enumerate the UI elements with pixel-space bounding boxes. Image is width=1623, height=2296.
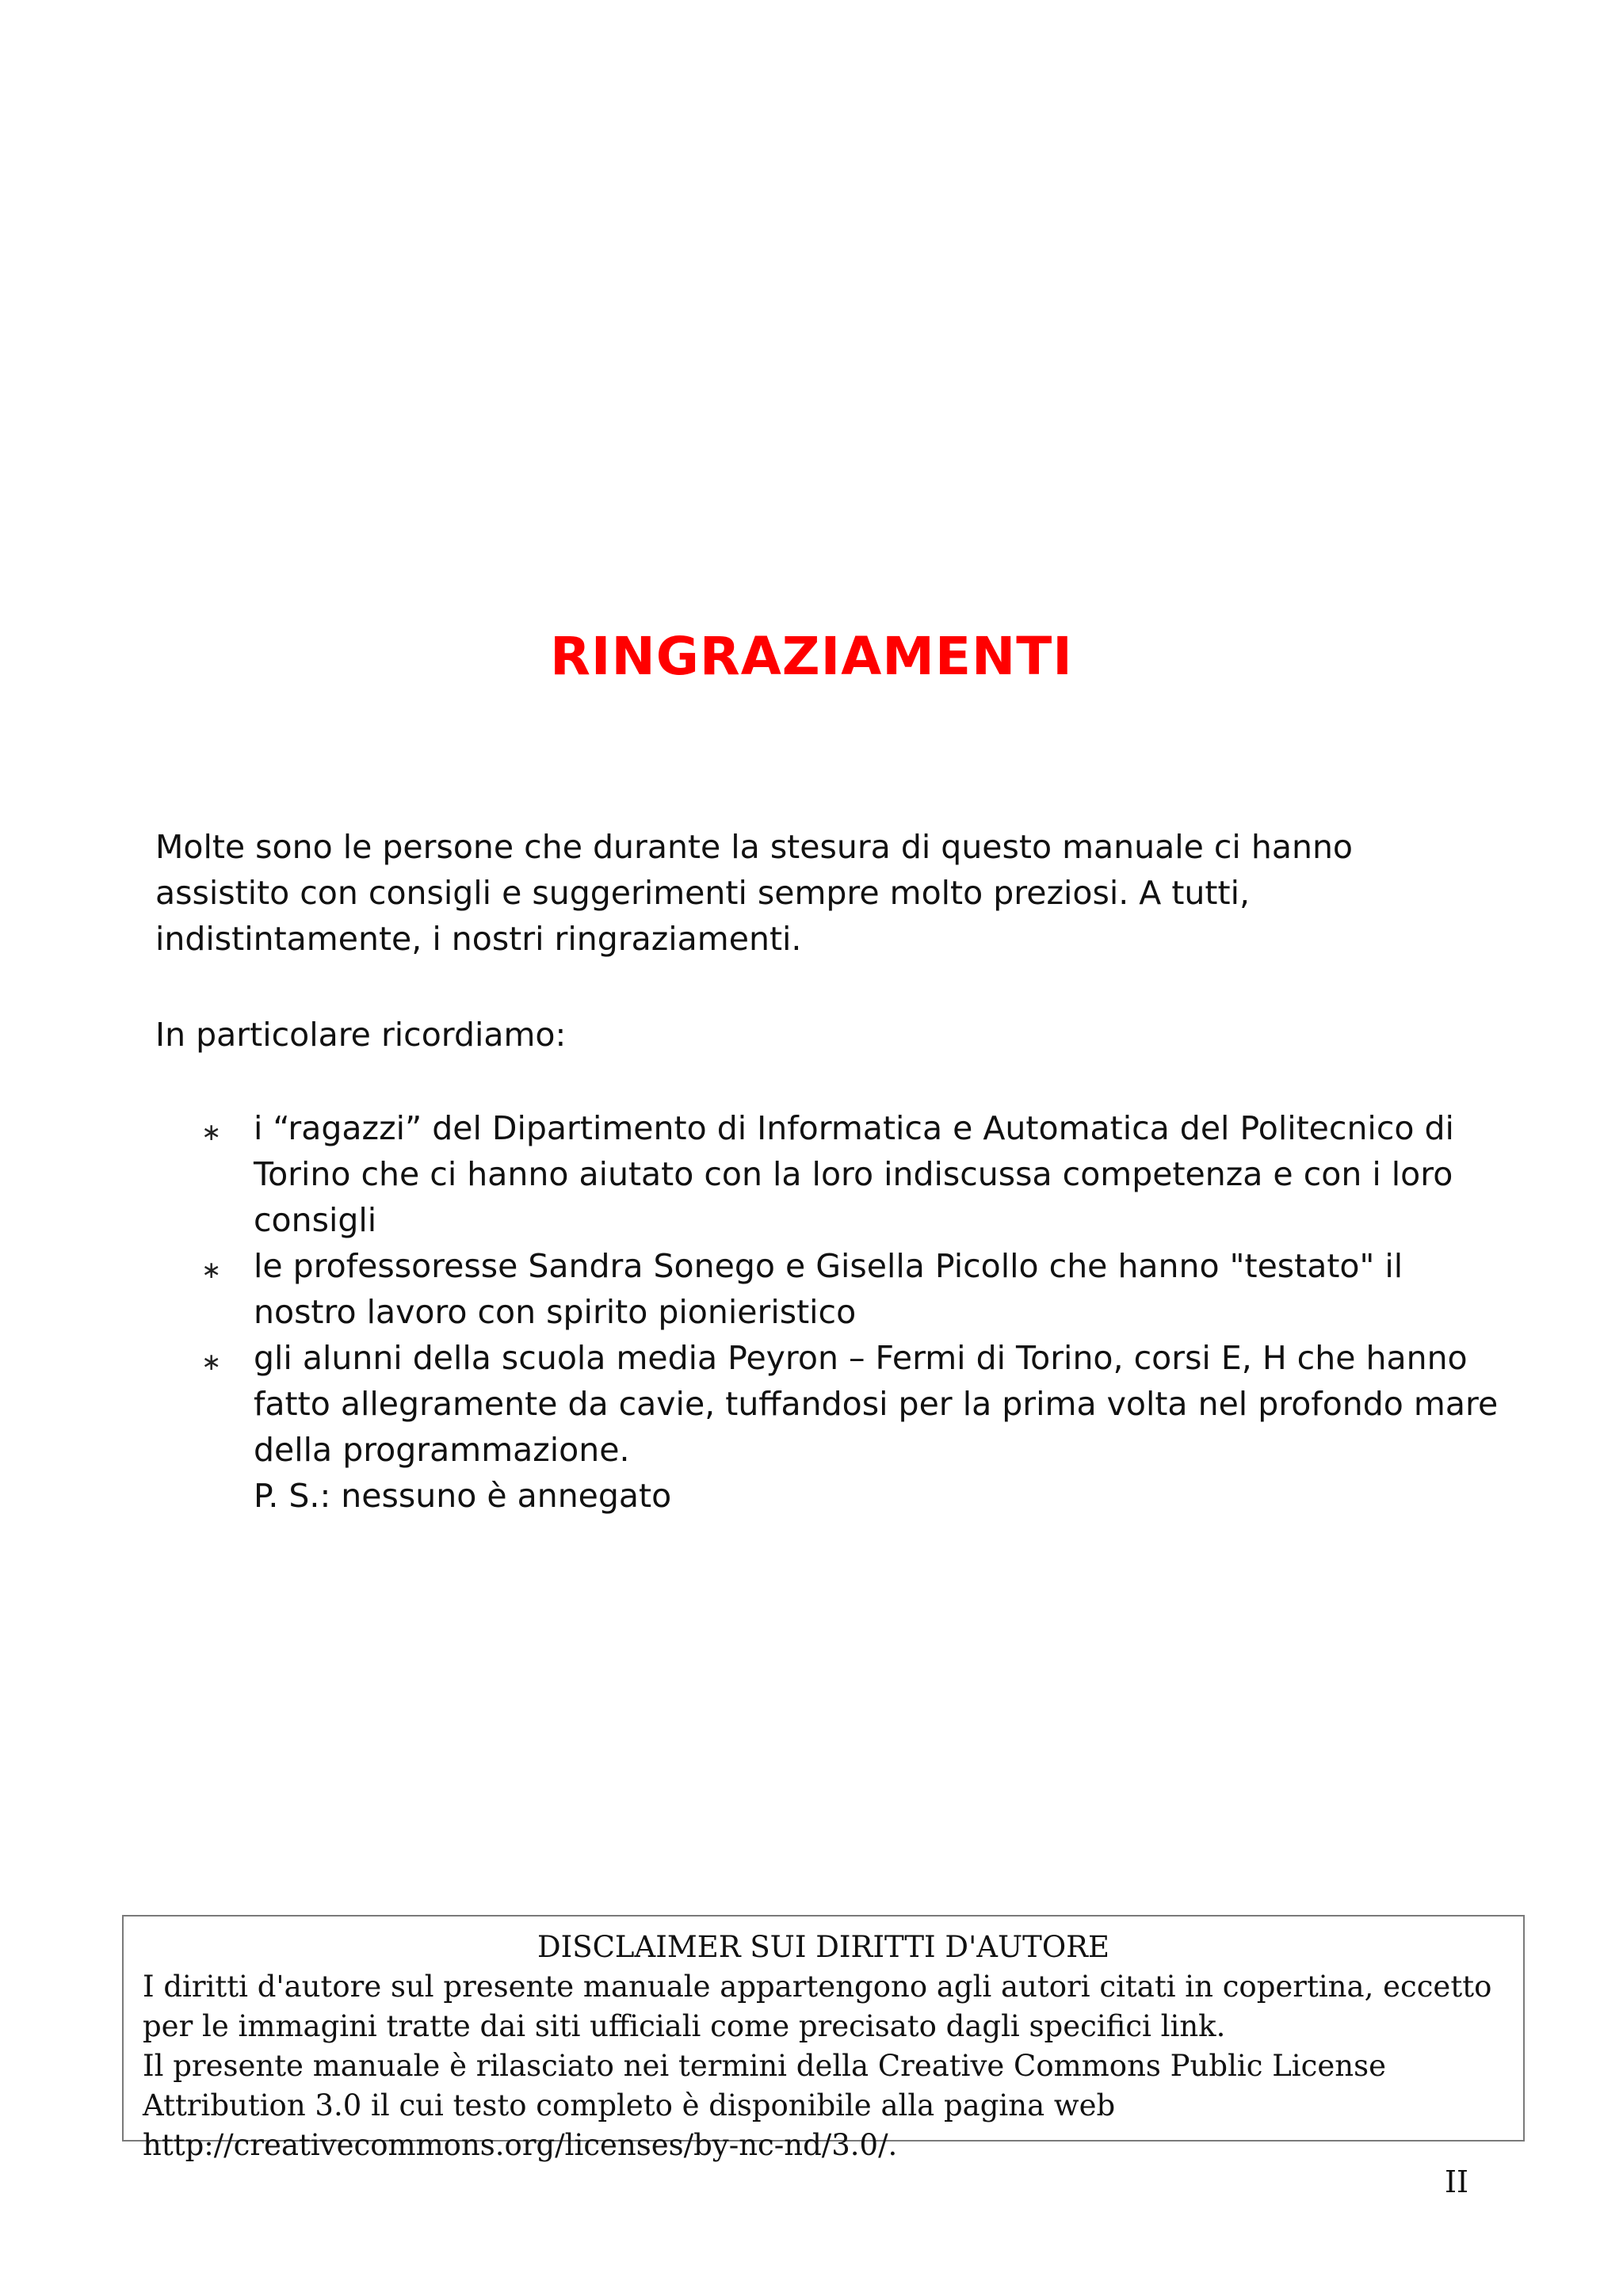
- disclaimer-title: DISCLAIMER SUI DIRITTI D'AUTORE: [537, 1930, 1110, 1964]
- asterisk-icon: ∗: [201, 1119, 222, 1146]
- list-item: [201, 1105, 1501, 1243]
- intro-paragraph: Molte sono le persone che durante la stesura di questo manuale ci hanno assistito con consigli e suggerimenti sempre molto preziosi. A tutti, indistintamente, i nostri ringraziamenti.: [155, 828, 1354, 958]
- disclaimer-paragraph: I diritti d'autore sul presente manuale appartengono agli autori citati in copertina, eccetto per le immagini tratte dai siti ufficiali come precisato dagli specifici link.: [143, 1970, 1492, 2043]
- list-item-text: gli alunni della scuola media Peyron – Fermi di Torino, corsi E, H che hanno fatto allegramente da cavie, tuffandosi per la prima volta nel profondo mare della programmazione.: [254, 1339, 1499, 1469]
- disclaimer-paragraph: Il presente manuale è rilasciato nei termini della Creative Commons Public License Attribution 3.0 il cui testo completo è disponibile alla pagina web http://creativecommons.org/licenses/by-nc-nd/3.0/.: [143, 2049, 1386, 2162]
- subheading: In particolare ricordiamo:: [155, 1016, 567, 1054]
- acknowledgement-list: [201, 1105, 1501, 1519]
- asterisk-icon: ∗: [201, 1257, 222, 1284]
- asterisk-icon: ∗: [201, 1348, 222, 1376]
- page-number: II: [1444, 2164, 1468, 2199]
- page-title: RINGRAZIAMENTI: [550, 626, 1073, 687]
- postscript: P. S.: nessuno è annegato: [254, 1477, 672, 1515]
- list-item-text: le professoresse Sandra Sonego e Gisella Picollo che hanno "testato" il nostro lavoro con spirito pionieristico: [254, 1247, 1403, 1331]
- list-item-text: i “ragazzi” del Dipartimento di Informatica e Automatica del Politecnico di Torino che ci hanno aiutato con la loro indiscussa competenza e con i loro consigli: [254, 1109, 1454, 1239]
- list-item: [201, 1243, 1501, 1335]
- copyright-disclaimer-box: [122, 1915, 1525, 2162]
- list-item: [201, 1335, 1501, 1519]
